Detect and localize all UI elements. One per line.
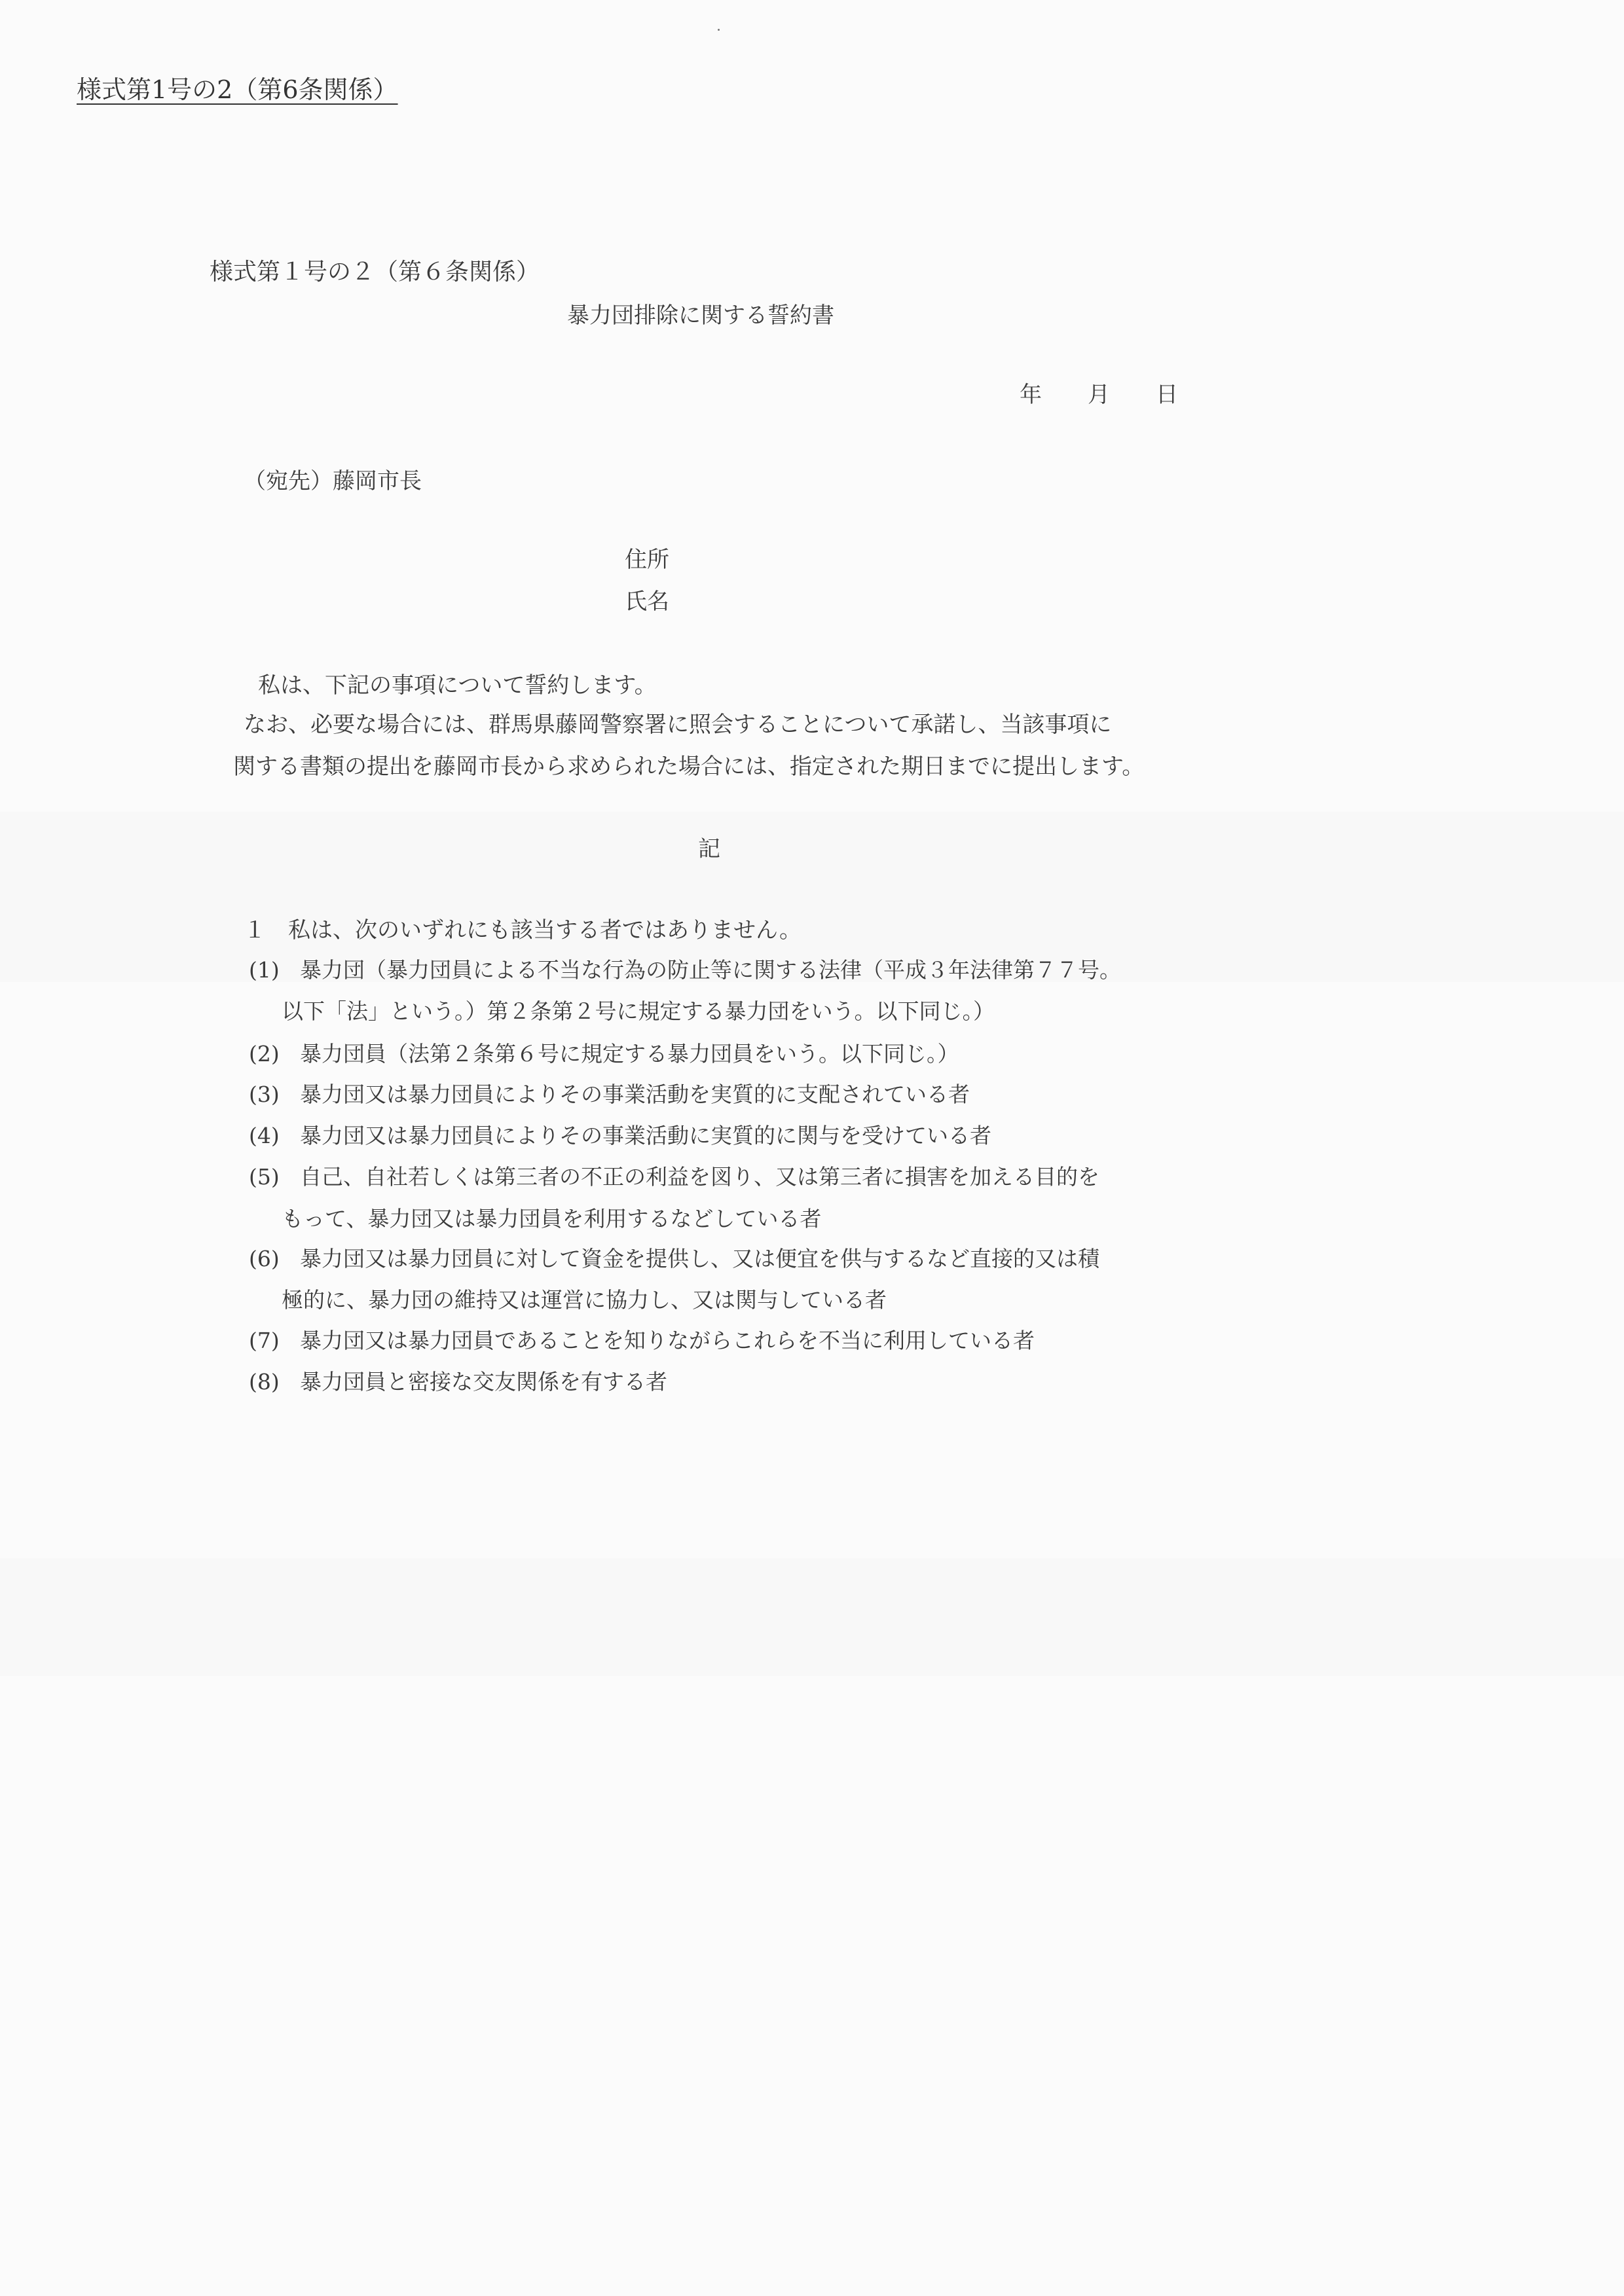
subitem-8	[249, 1371, 667, 1393]
subitem-text: 暴力団又は暴力団員によりその事業活動に実質的に関与を受けている者	[300, 1123, 991, 1148]
subitem-5-continued: もって、暴力団又は暴力団員を利用するなどしている者	[282, 1206, 822, 1231]
item-1: １ 私は、次のいずれにも該当する者ではありません。	[244, 917, 802, 943]
subitem-1	[249, 959, 1121, 981]
subitem-1-continued: 以下「法」という。）第２条第２号に規定する暴力団をいう。以下同じ。）	[282, 998, 995, 1024]
pledge-line-2: なお、必要な場合には、群馬県藤岡警察署に照会することについて承諾し、当該事項に	[244, 712, 1112, 738]
scan-artifact	[0, 812, 1624, 982]
pledge-line-3: 関する書類の提出を藤岡市長から求められた場合には、指定された期日までに提出します。	[233, 754, 1145, 780]
form-number: 様式第１号の２（第６条関係）	[210, 259, 540, 285]
date-year: 年	[1020, 382, 1042, 408]
subitem-number: (7)	[249, 1328, 280, 1353]
subitem-7	[249, 1330, 1035, 1351]
subitem-number: (5)	[249, 1164, 280, 1190]
subitem-number: (8)	[249, 1369, 280, 1394]
subitem-5	[249, 1166, 1099, 1188]
subitem-6-continued: 極的に、暴力団の維持又は運営に協力し、又は関与している者	[282, 1287, 887, 1313]
subitem-4	[249, 1125, 991, 1146]
subitem-text: 暴力団又は暴力団員に対して資金を提供し、又は便宜を供与するなど直接的又は積	[300, 1246, 1099, 1271]
name-label: 氏名	[625, 589, 669, 615]
subitem-number: (6)	[249, 1246, 280, 1271]
subitem-text: 暴力団又は暴力団員であることを知りながらこれらを不当に利用している者	[300, 1328, 1035, 1353]
pledge-line-1: 私は、下記の事項について誓約します。	[258, 672, 657, 699]
date-month: 月	[1088, 382, 1110, 408]
scan-artifact	[0, 1558, 1624, 1676]
date-line	[1020, 384, 1178, 406]
document-title: 暴力団排除に関する誓約書	[567, 302, 834, 329]
scan-speck	[718, 29, 720, 31]
header-label: 様式第1号の2（第6条関係）	[77, 75, 398, 104]
date-day: 日	[1156, 382, 1178, 408]
subitem-text: 暴力団（暴力団員による不当な行為の防止等に関する法律（平成３年法律第７７号。	[300, 957, 1121, 983]
subitem-text: 暴力団又は暴力団員によりその事業活動を実質的に支配されている者	[300, 1082, 970, 1107]
subitem-number: (4)	[249, 1123, 280, 1148]
subitem-number: (2)	[249, 1041, 280, 1066]
subitem-6	[249, 1248, 1099, 1269]
ki-heading: 記	[698, 836, 720, 862]
subitem-3	[249, 1084, 970, 1105]
subitem-2	[249, 1043, 959, 1065]
subitem-number: (1)	[249, 957, 280, 983]
subitem-text: 暴力団員（法第２条第６号に規定する暴力団員をいう。以下同じ。）	[300, 1041, 959, 1066]
subitem-number: (3)	[249, 1082, 280, 1107]
subitem-text: 自己、自社若しくは第三者の不正の利益を図り、又は第三者に損害を加える目的を	[300, 1164, 1099, 1190]
addressee: （宛先）藤岡市長	[244, 468, 422, 494]
subitem-text: 暴力団員と密接な交友関係を有する者	[300, 1369, 667, 1394]
address-label: 住所	[625, 547, 669, 573]
